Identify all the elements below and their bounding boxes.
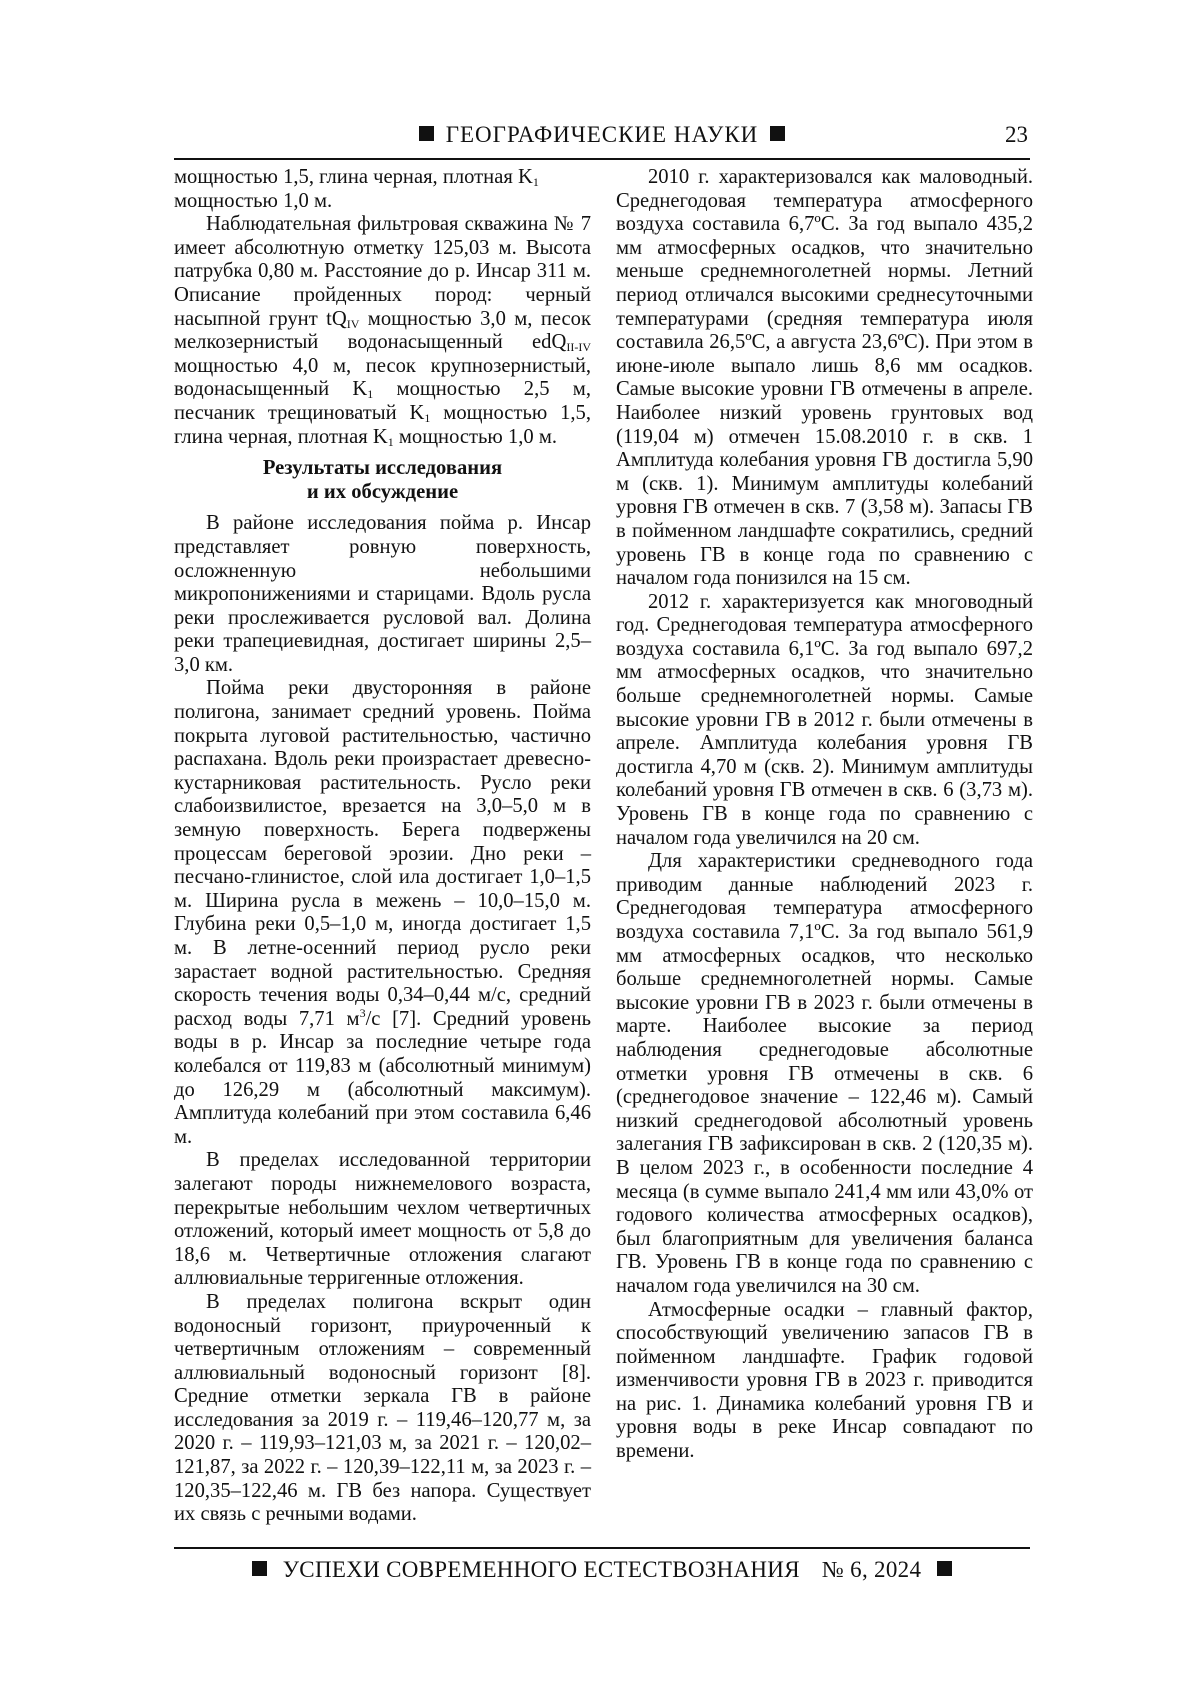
paragraph: Наблюдательная фильтровая скважина № 7 имеет абсолютную отметку 125,03 м. Высота патрубка 0,80 м. Расстояние до р. Инсар 311 м. Описание пройденных пород: черный насыпной грунт tQIV мощностью 3,0 м, песок мелкозернистый водонасыщенный edQII-IV мощностью 4,0 м, песок крупнозернистый, водонасыщенный K1 мощностью 2,5 м, песчаник трещиноватый K1 мощностью 1,5, глина черная, плотная K1 мощностью 1,0 м.	[174, 213, 591, 449]
paragraph: 2010 г. характеризовался как маловодный. Среднегодовая температура атмосферного воздуха составила 6,7ºС. За год выпало 435,2 мм атмосферных осадков, что значительно меньше среднемноголетней нормы. Летний период отличался высокими среднесуточными температурами (средняя температура июля составила 26,5ºС, а августа 23,6ºС). При этом в июне-июле выпало лишь 8,6 мм осадков. Самые высокие уровни ГВ отмечены в апреле. Наиболее низкий уровень грунтовых вод (119,04 м) отмечен 15.08.2010 г. в скв. 1 Амплитуда колебания уровня ГВ достигла 5,90 м (скв. 1). Минимум амплитуды колебаний уровня ГВ отмечен в скв. 7 (3,58 м). Запасы ГВ в пойменном ландшафте сократились, средний уровень ГВ в конце года по сравнению с началом года понизился на 15 см.	[616, 166, 1033, 591]
issue-number: № 6, 2024	[822, 1557, 921, 1582]
paragraph: мощностью 1,5, глина черная, плотная K1 мощностью 1,0 м.	[174, 166, 591, 213]
paragraph: В пределах исследованной территории залегают породы нижнемелового возраста, перекрытые небольшим чехлом четвертичных отложений, который имеет мощность от 5,8 до 18,6 м. Четвертичные отложения слагают аллювиальные терригенные отложения.	[174, 1149, 591, 1291]
paragraph: Атмосферные осадки – главный фактор, способствующий увеличению запасов ГВ в пойменном ландшафте. График годовой изменчивости уровня ГВ в 2023 г. приводится на рис. 1. Динамика колебаний уровня ГВ и уровня воды в реке Инсар совпадают по времени.	[616, 1299, 1033, 1464]
square-bullet-icon	[252, 1561, 267, 1576]
paragraph: В районе исследования пойма р. Инсар представляет ровную поверхность, осложненную небольшими микропонижениями и старицами. Вдоль русла реки прослеживается русловой вал. Долина реки трапециевидная, достигает ширины 2,5–3,0 км.	[174, 512, 591, 677]
section-title	[174, 122, 1030, 148]
running-header	[174, 120, 1030, 160]
square-bullet-icon	[419, 126, 434, 141]
square-bullet-icon	[770, 126, 785, 141]
journal-title: УСПЕХИ СОВРЕМЕННОГО ЕСТЕСТВОЗНАНИЯ	[283, 1557, 800, 1582]
right-column	[616, 166, 1033, 1464]
page-number: 23	[1005, 122, 1028, 148]
paragraph: 2012 г. характеризуется как многоводный год. Среднегодовая температура атмосферного воздуха составила 6,1ºС. За год выпало 697,2 мм атмосферных осадков, что значительно больше среднемноголетней нормы. Самые высокие уровни ГВ в 2012 г. были отмечены в апреле. Амплитуда колебания уровня ГВ достигла 4,70 м (скв. 2). Минимум амплитуды колебаний уровня ГВ отмечен в скв. 6 (3,73 м). Уровень ГВ в конце года по сравнению с началом года увеличился на 20 см.	[616, 591, 1033, 851]
square-bullet-icon	[937, 1561, 952, 1576]
section-heading: Результаты исследования и их обсуждение	[174, 457, 591, 504]
left-column	[174, 166, 591, 1527]
paragraph: Пойма реки двусторонняя в районе полигона, занимает средний уровень. Пойма покрыта луговой растительностью, частично распахана. Вдоль реки произрастает древесно-кустарниковая растительность. Русло реки слабоизвилистое, врезается на 3,0–5,0 м в земную поверхность. Берега подвержены процессам береговой эрозии. Дно реки – песчано-глинистое, слой ила достигает 1,0–1,5 м. Ширина русла в межень – 10,0–15,0 м. Глубина реки 0,5–1,0 м, иногда достигает 1,5 м. В летне-осенний период русло реки зарастает водной растительностью. Средняя скорость течения воды 0,34–0,44 м/с, средний расход воды 7,71 м3/с [7]. Средний уровень воды в р. Инсар за последние четыре года колебался от 119,83 м (абсолютный минимум) до 126,29 м (абсолютный максимум). Амплитуда колебаний при этом составила 6,46 м.	[174, 677, 591, 1149]
running-footer	[174, 1547, 1030, 1583]
section-title-text: ГЕОГРАФИЧЕСКИЕ НАУКИ	[446, 122, 759, 147]
paragraph: Для характеристики средневодного года приводим данные наблюдений 2023 г. Среднегодовая температура атмосферного воздуха составила 7,1ºС. За год выпало 561,9 мм атмосферных осадков, что несколько больше среднемноголетней нормы. Самые высокие уровни ГВ в 2023 г. были отмечены в марте. Наиболее высокие за период наблюдения среднегодовые абсолютные отметки уровня ГВ отмечены в скв. 6 (среднегодовое значение – 122,46 м). Самый низкий среднегодовой абсолютный уровень залегания ГВ зафиксирован в скв. 2 (120,35 м). В целом 2023 г., в особенности последние 4 месяца (в сумме выпало 241,4 мм или 43,0% от годового количества атмосферных осадков), был благоприятным для увеличения баланса ГВ. Уровень ГВ в конце года по сравнению с началом года увеличился на 30 см.	[616, 850, 1033, 1298]
paragraph: В пределах полигона вскрыт один водоносный горизонт, приуроченный к четвертичным отложениям – современный аллювиальный водоносный горизонт [8]. Средние отметки зеркала ГВ в районе исследования за 2019 г. – 119,46–120,77 м, за 2020 г. – 119,93–121,03 м, за 2021 г. – 120,02–121,87, за 2022 г. – 120,39–122,11 м, за 2023 г. – 120,35–122,46 м. ГВ без напора. Существует их связь с речными водами.	[174, 1291, 591, 1527]
